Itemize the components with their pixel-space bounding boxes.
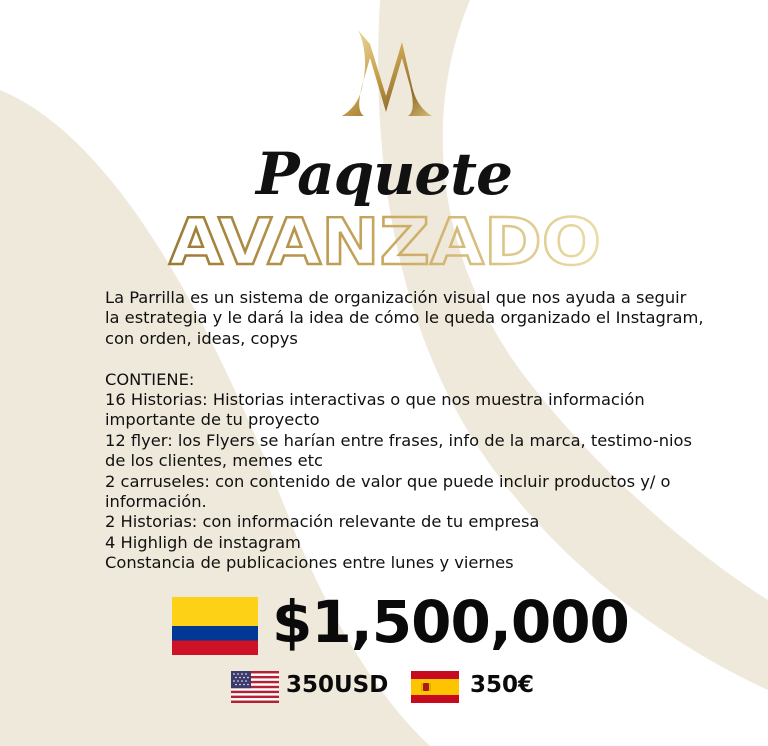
intro-text: La Parrilla es un sistema de organización visual que nos ayuda a seguir la estrategia y le dará la idea de cómo le queda organizado el Instagram, con orden, ideas, copys <box>105 288 704 348</box>
list-item: 2 Historias: con información relevante de tu empresa <box>105 512 540 532</box>
list-item: 12 flyer: los Flyers se harían entre frases, info de la marca, testimo-nios de los clientes, memes etc <box>105 430 692 471</box>
package-level-title <box>165 206 605 272</box>
brand-logo-icon <box>336 28 436 120</box>
main-price: $1,500,000 <box>272 588 629 656</box>
package-description <box>105 288 705 574</box>
list-item: 4 Highligh de instagram <box>105 532 301 552</box>
eur-price: 350€ <box>470 672 535 698</box>
usd-price: 350USD <box>286 672 389 698</box>
contains-label: CONTIENE: <box>105 369 195 389</box>
spain-flag-icon <box>411 671 459 703</box>
package-level-text: AVANZADO <box>169 206 601 272</box>
list-item: 16 Historias: Historias interactivas o que nos muestra información importante de tu proyecto <box>105 390 645 430</box>
list-item: 2 carruseles: con contenido de valor que puede incluir productos y/ o información. <box>105 471 671 512</box>
list-item: Constancia de publicaciones entre lunes y viernes <box>105 553 514 573</box>
usa-flag-icon <box>231 671 279 703</box>
package-script-title: Paquete <box>256 140 512 208</box>
colombia-flag-icon <box>172 597 258 655</box>
